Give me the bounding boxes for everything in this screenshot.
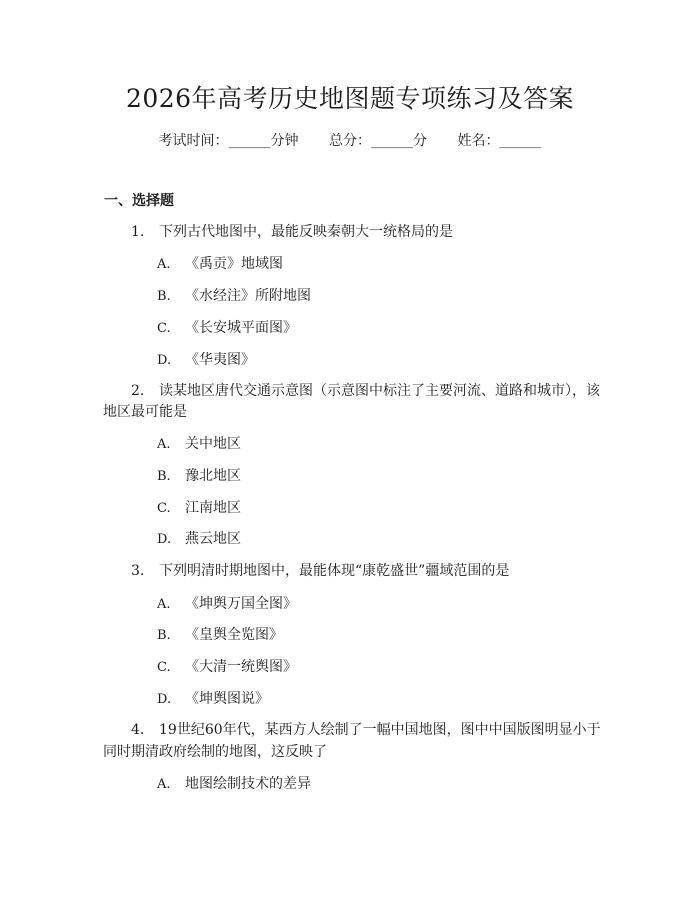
question-text: 19世纪60年代，某西方人绘制了一幅中国地图，图中中国版图明显小于 [159,722,601,738]
section-heading: 一、选择题 [104,193,174,209]
option-2a [157,434,241,455]
question-text: 下列古代地图中，最能反映秦朝大一统格局的是 [159,224,453,240]
exam-time-field [159,131,299,151]
option-letter: A. [157,597,171,612]
option-4a [157,774,311,795]
option-text: 《水经注》所附地图 [185,288,311,304]
question-number: 4. [131,722,145,738]
exam-time-label: 考试时间： [158,133,229,149]
option-3d [157,689,269,710]
question-text: 读某地区唐代交通示意图（示意图中标注了主要河流、道路和城市），该 [159,383,600,399]
student-name-label: 姓名： [457,133,500,149]
question-3 [131,561,509,581]
option-letter: A. [157,777,171,792]
option-text: 《皇舆全览图》 [185,627,283,643]
option-text: 豫北地区 [185,468,241,484]
option-letter: A. [157,257,171,272]
total-score-label: 总分： [329,133,371,149]
option-1d [157,350,255,371]
option-letter: D. [157,353,172,368]
option-3a [157,594,297,615]
option-letter: B. [157,469,171,484]
exam-time-blank: ______ [228,133,271,149]
option-text: 《华夷图》 [185,352,255,368]
total-score-unit: 分 [413,133,427,149]
option-letter: B. [157,289,171,304]
question-number: 3. [131,563,145,579]
option-text: 燕云地区 [185,531,241,547]
option-text: 《长安城平面图》 [185,320,297,336]
option-letter: C. [157,501,171,516]
option-2c [157,498,241,519]
question-2-continuation: 地区最可能是 [103,404,187,420]
option-3b [157,625,283,646]
option-letter: C. [157,321,171,336]
student-name-field [457,131,541,151]
total-score-blank: ______ [371,133,413,149]
question-text: 下列明清时期地图中，最能体现“康乾盛世”疆域范围的是 [159,563,510,579]
option-text: 《坤舆万国全图》 [185,596,297,612]
option-2d [157,529,241,550]
question-number: 2. [131,383,145,399]
page-title: 2026年高考历史地图题专项练习及答案 [125,84,575,113]
student-name-blank: ______ [499,133,542,149]
option-1b [157,286,311,307]
option-letter: D. [157,532,172,547]
option-1a [157,254,283,275]
option-letter: B. [157,628,171,643]
option-letter: A. [157,437,171,452]
option-text: 《大清一统舆图》 [185,659,297,675]
question-4 [131,720,601,740]
option-text: 关中地区 [185,436,241,452]
option-text: 《坤舆图说》 [185,691,269,707]
exam-info-row [0,131,700,151]
question-4-continuation: 同时期清政府绘制的地图，这反映了 [103,744,327,760]
exam-time-unit: 分钟 [270,133,299,149]
option-letter: C. [157,660,171,675]
option-letter: D. [157,692,172,707]
question-number: 1. [131,224,145,240]
option-1c [157,318,297,339]
question-1 [131,222,453,242]
option-text: 江南地区 [185,500,241,516]
option-3c [157,657,297,678]
question-2 [131,381,600,401]
option-text: 地图绘制技术的差异 [185,776,311,792]
option-2b [157,466,241,487]
option-text: 《禹贡》地域图 [185,256,283,272]
total-score-field [329,131,427,151]
